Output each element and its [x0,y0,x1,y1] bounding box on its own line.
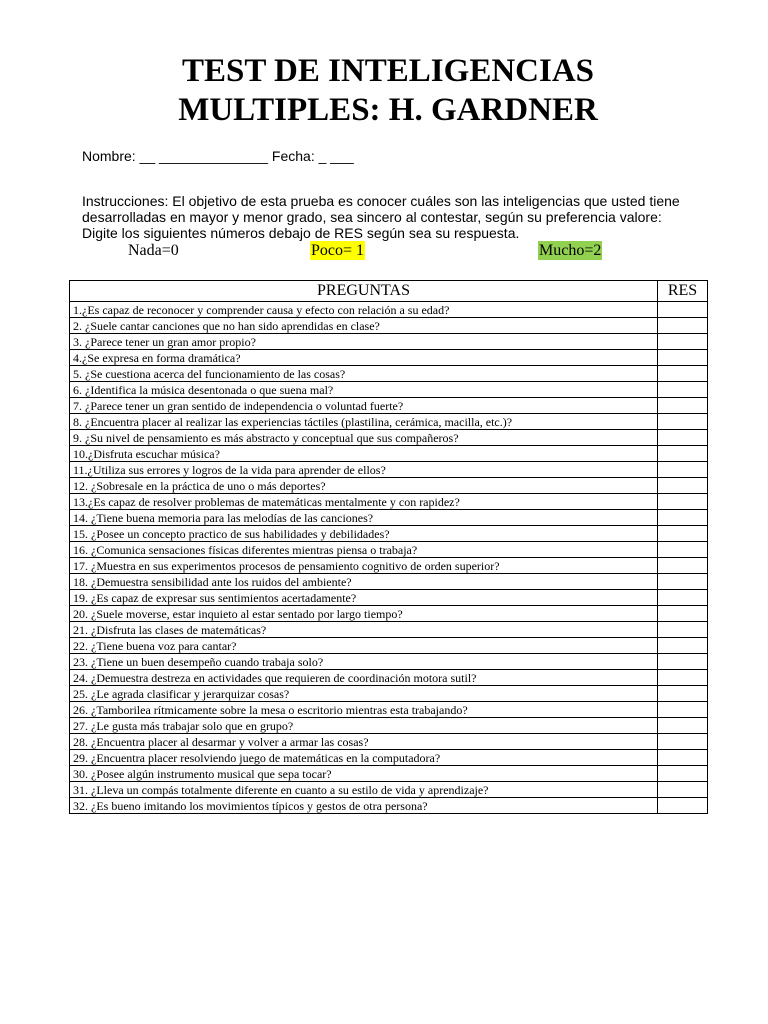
answer-cell[interactable] [658,478,708,494]
table-row [70,542,708,558]
questions-body [70,302,708,814]
table-row [70,718,708,734]
table-row [70,558,708,574]
question-text: 9. ¿Su nivel de pensamiento es más abstracto y conceptual que sus compañeros? [70,430,658,446]
table-row [70,494,708,510]
answer-cell[interactable] [658,462,708,478]
answer-cell[interactable] [658,702,708,718]
answer-cell[interactable] [658,766,708,782]
question-text: 13.¿Es capaz de resolver problemas de matemáticas mentalmente y con rapidez? [70,494,658,510]
table-row [70,622,708,638]
answer-cell[interactable] [658,398,708,414]
answer-cell[interactable] [658,430,708,446]
question-text: 6. ¿Identifica la música desentonada o que suena mal? [70,382,658,398]
question-text: 2. ¿Suele cantar canciones que no han sido aprendidas en clase? [70,318,658,334]
question-text: 5. ¿Se cuestiona acerca del funcionamiento de las cosas? [70,366,658,382]
table-row [70,430,708,446]
answer-cell[interactable] [658,334,708,350]
instructions-line-1: Instrucciones: El objetivo de esta prueba es conocer cuáles son las inteligencias que usted tiene [82,193,680,209]
answer-cell[interactable] [658,414,708,430]
answer-cell[interactable] [658,686,708,702]
answer-cell[interactable] [658,542,708,558]
question-text: 11.¿Utiliza sus errores y logros de la vida para aprender de ellos? [70,462,658,478]
title-line-1: TEST DE INTELIGENCIAS [181,53,595,89]
table-row [70,654,708,670]
table-row [70,462,708,478]
question-text: 21. ¿Disfruta las clases de matemáticas? [70,622,658,638]
question-text: 32. ¿Es bueno imitando los movimientos típicos y gestos de otra persona? [70,798,658,814]
question-text: 31. ¿Lleva un compás totalmente diferente en cuanto a su estilo de vida y aprendizaje? [70,782,658,798]
answer-cell[interactable] [658,526,708,542]
answer-cell[interactable] [658,318,708,334]
answer-cell[interactable] [658,782,708,798]
answer-cell[interactable] [658,798,708,814]
name-date-line: Nombre: __ ______________ Fecha: _ ___ [82,148,354,164]
document-title [0,52,768,130]
question-text: 23. ¿Tiene un buen desempeño cuando trabaja solo? [70,654,658,670]
table-row [70,702,708,718]
table-row [70,590,708,606]
answer-cell[interactable] [658,622,708,638]
answer-cell[interactable] [658,654,708,670]
table-row [70,574,708,590]
question-text: 4.¿Se expresa en forma dramática? [70,350,658,366]
answer-cell[interactable] [658,558,708,574]
table-row [70,606,708,622]
table-row [70,382,708,398]
answer-cell[interactable] [658,638,708,654]
table-row [70,446,708,462]
table-row [70,782,708,798]
answer-cell[interactable] [658,510,708,526]
table-row [70,350,708,366]
table-row [70,510,708,526]
answer-cell[interactable] [658,734,708,750]
answer-cell[interactable] [658,670,708,686]
table-row [70,478,708,494]
question-text: 29. ¿Encuentra placer resolviendo juego de matemáticas en la computadora? [70,750,658,766]
table-row [70,670,708,686]
table-row [70,398,708,414]
scale-mucho: Mucho=2 [539,242,602,259]
question-text: 3. ¿Parece tener un gran amor propio? [70,334,658,350]
table-row [70,750,708,766]
instructions-line-3: Digite los siguientes números debajo de RES según sea su respuesta. [82,225,520,241]
table-row [70,734,708,750]
question-text: 14. ¿Tiene buena memoria para las melodías de las canciones? [70,510,658,526]
title-line-2: MULTIPLES: H. GARDNER [178,92,598,128]
scale-poco: Poco= 1 [311,242,365,259]
answer-cell[interactable] [658,574,708,590]
question-text: 10.¿Disfruta escuchar música? [70,446,658,462]
answer-cell[interactable] [658,382,708,398]
table-row [70,526,708,542]
header-res: RES [658,281,708,302]
header-preguntas: PREGUNTAS [70,281,658,302]
answer-cell[interactable] [658,350,708,366]
question-text: 15. ¿Posee un concepto practico de sus habilidades y debilidades? [70,526,658,542]
question-text: 19. ¿Es capaz de expresar sus sentimientos acertadamente? [70,590,658,606]
table-row [70,766,708,782]
answer-cell[interactable] [658,750,708,766]
answer-cell[interactable] [658,494,708,510]
table-row [70,334,708,350]
answer-cell[interactable] [658,590,708,606]
answer-cell[interactable] [658,606,708,622]
table-row [70,638,708,654]
question-text: 7. ¿Parece tener un gran sentido de independencia o voluntad fuerte? [70,398,658,414]
question-text: 25. ¿Le agrada clasificar y jerarquizar cosas? [70,686,658,702]
question-text: 18. ¿Demuestra sensibilidad ante los ruidos del ambiente? [70,574,658,590]
question-text: 27. ¿Le gusta más trabajar solo que en grupo? [70,718,658,734]
question-text: 24. ¿Demuestra destreza en actividades que requieren de coordinación motora sutil? [70,670,658,686]
question-text: 30. ¿Posee algún instrumento musical que sepa tocar? [70,766,658,782]
scale-nada: Nada=0 [128,242,179,259]
questions-table [69,280,708,814]
question-text: 17. ¿Muestra en sus experimentos procesos de pensamiento cognitivo de orden superior? [70,558,658,574]
question-text: 20. ¿Suele moverse, estar inquieto al estar sentado por largo tiempo? [70,606,658,622]
table-row [70,318,708,334]
table-row [70,414,708,430]
answer-cell[interactable] [658,366,708,382]
table-row [70,366,708,382]
table-row [70,302,708,318]
question-text: 28. ¿Encuentra placer al desarmar y volver a armar las cosas? [70,734,658,750]
question-text: 26. ¿Tamborilea rítmicamente sobre la mesa o escritorio mientras esta trabajando? [70,702,658,718]
table-row [70,686,708,702]
answer-cell[interactable] [658,302,708,318]
question-text: 12. ¿Sobresale en la práctica de uno o más deportes? [70,478,658,494]
question-text: 22. ¿Tiene buena voz para cantar? [70,638,658,654]
answer-cell[interactable] [658,718,708,734]
answer-cell[interactable] [658,446,708,462]
table-row [70,798,708,814]
question-text: 1.¿Es capaz de reconocer y comprender causa y efecto con relación a su edad? [70,302,658,318]
instructions [82,193,702,241]
question-text: 8. ¿Encuentra placer al realizar las experiencias táctiles (plastilina, cerámica, macilla, etc.)? [70,414,658,430]
table-header-row [70,281,708,302]
instructions-line-2: desarrolladas en mayor y menor grado, sea sincero al contestar, según su preferencia valore: [82,209,662,225]
question-text: 16. ¿Comunica sensaciones físicas diferentes mientras piensa o trabaja? [70,542,658,558]
